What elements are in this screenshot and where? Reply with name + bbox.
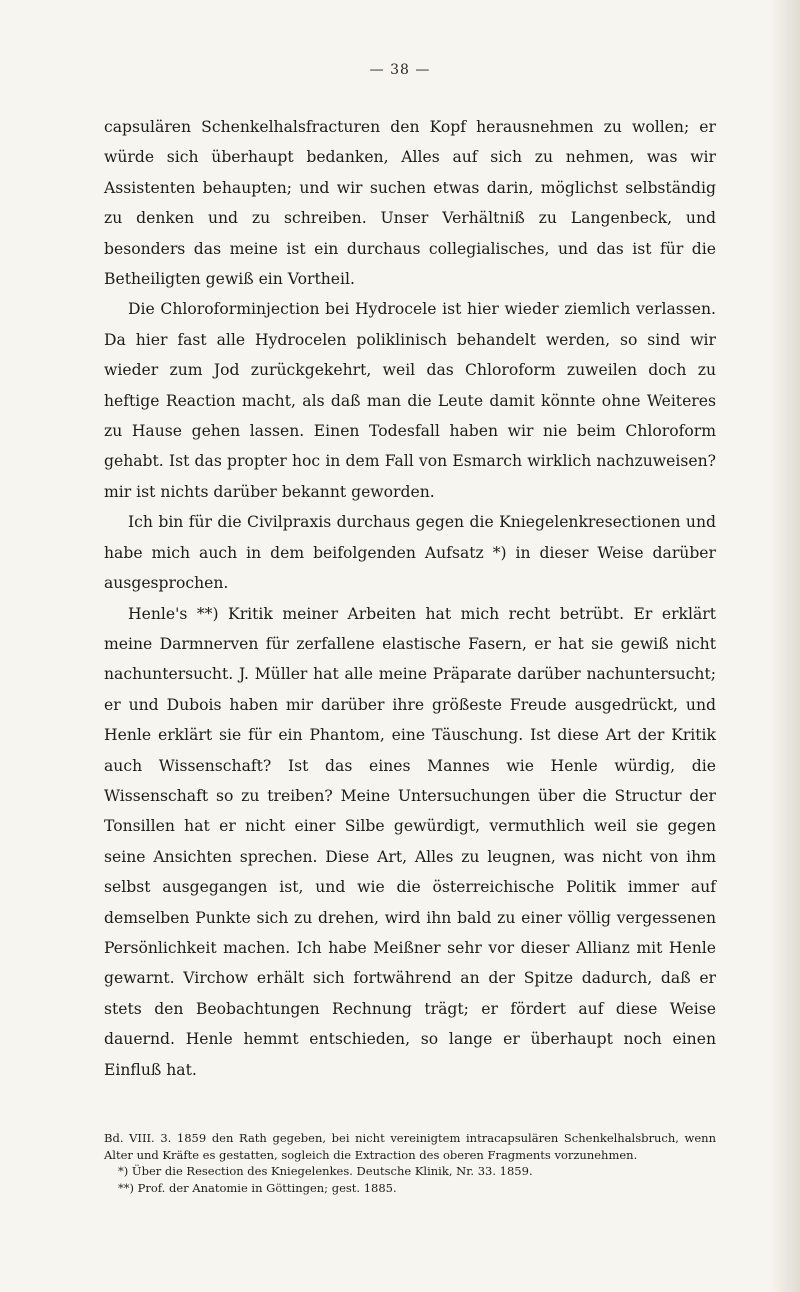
body-text (104, 112, 716, 1085)
footnote-continuation: Bd. VIII. 3. 1859 den Rath gegeben, bei nicht vereinigtem intracapsulären Schenkelhalsbruch, wenn Alter und Kräfte es gestatten, sogleich die Extraction des oberen Fragments vorzunehmen. (104, 1131, 716, 1162)
footnote-2: **) Prof. der Anatomie in Göttingen; gest. 1885. (118, 1180, 397, 1195)
page-number: — 38 — (369, 62, 431, 78)
paragraph-3: Ich bin für die Civilpraxis durchaus gegen die Kniegelenkresectionen und habe mich auch in dem beifolgenden Aufsatz *) in dieser Weise darüber ausgesprochen. (104, 513, 716, 593)
footnotes (104, 1130, 716, 1196)
paragraph-1: capsulären Schenkelhalsfracturen den Kopf herausnehmen zu wollen; er würde sich überhaupt bedanken, Alles auf sich zu nehmen, was wir Assistenten behaupten; und wir suchen etwas darin, möglichst selbständig zu denken und zu schreiben. Unser Verhältniß zu Langenbeck, und besonders das meine ist ein durchaus collegialisches, und das ist für die Betheiligten gewiß ein Vortheil. (104, 118, 716, 289)
page-edge-shadow (770, 0, 800, 1292)
paragraph-2: Die Chloroforminjection bei Hydrocele ist hier wieder ziemlich verlassen. Da hier fast alle Hydrocelen poliklinisch behandelt werden, so sind wir wieder zum Jod zurückgekehrt, weil das Chloroform zuweilen doch zu heftige Reaction macht, als daß man die Leute damit könnte ohne Weiteres zu Hause gehen lassen. Einen Todesfall haben wir nie beim Chloroform gehabt. Ist das propter hoc in dem Fall von Esmarch wirklich nachzuweisen? mir ist nichts darüber bekannt geworden. (104, 300, 716, 501)
footnote-1: *) Über die Resection des Kniegelenkes. Deutsche Klinik, Nr. 33. 1859. (118, 1164, 533, 1178)
paragraph-4: Henle's **) Kritik meiner Arbeiten hat mich recht betrübt. Er erklärt meine Darmnerven für zerfallene elastische Fasern, er hat sie gewiß nicht nachuntersucht. J. Müller hat alle meine Präparate darüber nachuntersucht; er und Dubois haben mir darüber ihre größeste Freude ausgedrückt, und Henle erklärt sie für ein Phantom, eine Täuschung. Ist diese Art der Kritik auch Wissenschaft? Ist das eines Mannes wie Henle würdig, die Wissenschaft so zu treiben? Meine Untersuchungen über die Structur der Tonsillen hat er nicht einer Silbe gewürdigt, vermuthlich weil sie gegen seine Ansichten sprechen. Diese Art, Alles zu leugnen, was nicht von ihm selbst ausgegangen ist, und wie die österreichische Politik immer auf demselben Punkte sich zu drehen, wird ihn bald zu einer völlig vergessenen Persönlichkeit machen. Ich habe Meißner sehr vor dieser Allianz mit Henle gewarnt. Virchow erhält sich fortwährend an der Spitze dadurch, daß er stets den Beobachtungen Rechnung trägt; er fördert auf diese Weise dauernd. Henle hemmt entschieden, so lange er überhaupt noch einen Einfluß hat. (104, 604, 716, 1079)
